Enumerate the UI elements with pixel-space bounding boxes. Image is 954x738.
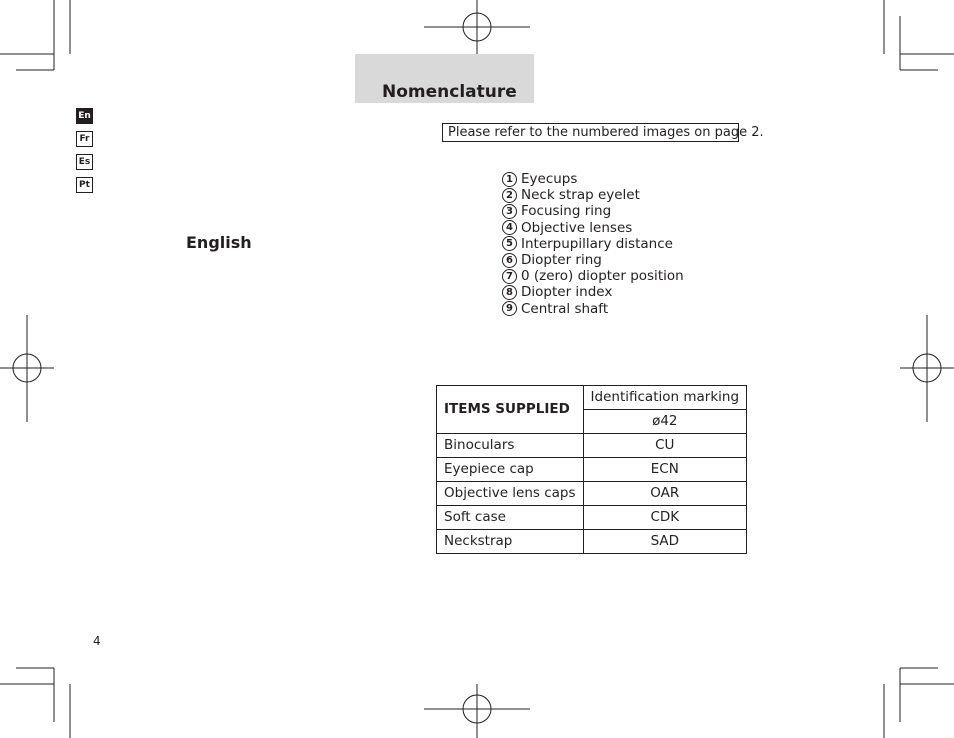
part-number: 9: [502, 301, 517, 316]
refer-note: Please refer to the numbered images on page 2.: [442, 123, 739, 142]
part-item: [502, 236, 684, 252]
part-label: Diopter index: [521, 284, 613, 301]
part-label: Eyecups: [521, 171, 578, 188]
item-marking: OAR: [583, 482, 746, 506]
part-number: 2: [502, 188, 517, 203]
section-title: Nomenclature: [382, 82, 517, 102]
part-item: [502, 203, 684, 219]
table-row: [437, 434, 747, 458]
page-number: 4: [93, 634, 101, 648]
part-label: Interpupillary distance: [521, 235, 673, 252]
table-row: [437, 530, 747, 554]
section-header: [355, 54, 534, 103]
table-header-row: [437, 386, 747, 410]
size-header: ø42: [583, 410, 746, 434]
part-number: 7: [502, 269, 517, 284]
items-supplied-header: ITEMS SUPPLIED: [437, 386, 584, 434]
item-name: Objective lens caps: [437, 482, 584, 506]
part-item: [502, 252, 684, 268]
part-item: [502, 284, 684, 300]
lang-tab-en: En: [76, 108, 93, 124]
table-row: [437, 458, 747, 482]
language-tabs: [76, 108, 93, 200]
items-supplied-table: [436, 385, 747, 554]
part-label: Objective lenses: [521, 219, 633, 236]
lang-tab-pt: Pt: [76, 177, 93, 193]
item-marking: CDK: [583, 506, 746, 530]
language-name: English: [186, 233, 252, 252]
part-number: 3: [502, 204, 517, 219]
part-number: 5: [502, 236, 517, 251]
lang-tab-fr: Fr: [76, 131, 93, 147]
item-name: Eyepiece cap: [437, 458, 584, 482]
parts-list: [502, 171, 684, 317]
part-item: [502, 187, 684, 203]
part-number: 6: [502, 253, 517, 268]
part-item: [502, 171, 684, 187]
table-row: [437, 506, 747, 530]
part-number: 4: [502, 220, 517, 235]
item-marking: SAD: [583, 530, 746, 554]
part-item: [502, 220, 684, 236]
item-name: Binoculars: [437, 434, 584, 458]
part-label: Diopter ring: [521, 252, 602, 269]
part-item: [502, 268, 684, 284]
part-label: 0 (zero) diopter position: [521, 268, 684, 285]
part-label: Neck strap eyelet: [521, 187, 640, 204]
lang-tab-es: Es: [76, 154, 93, 170]
part-number: 1: [502, 172, 517, 187]
item-marking: CU: [583, 434, 746, 458]
part-number: 8: [502, 285, 517, 300]
item-marking: ECN: [583, 458, 746, 482]
part-item: [502, 301, 684, 317]
item-name: Soft case: [437, 506, 584, 530]
identification-marking-header: Identification marking: [583, 386, 746, 410]
table-row: [437, 482, 747, 506]
part-label: Central shaft: [521, 300, 609, 317]
part-label: Focusing ring: [521, 203, 612, 220]
item-name: Neckstrap: [437, 530, 584, 554]
